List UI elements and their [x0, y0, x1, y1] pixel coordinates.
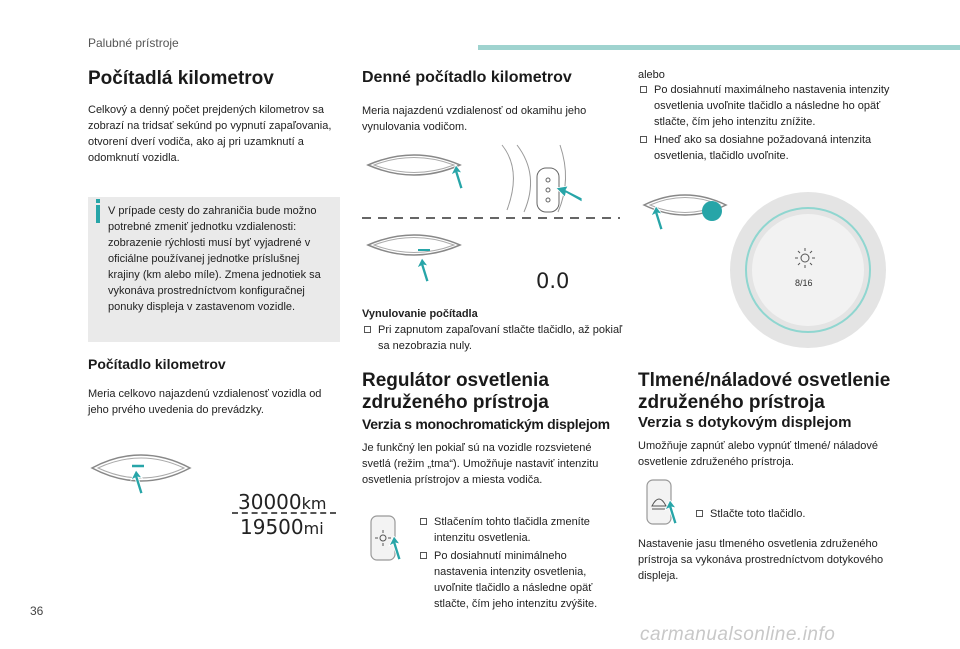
odometer-text: Meria celkovo najazdenú vzdialenosť vozidla od jeho prvého uvedenia do prevádzky. — [88, 388, 322, 416]
reset-bullet: Pri zapnutom zapaľovaní stlačte tlačidlo, až pokiaľ sa nezobrazia nuly. — [362, 322, 634, 354]
info-note-text: V prípade cesty do zahraničia bude možno potrebné zmeniť jednotku vzdialenosti: zobrazenie rýchlosti musí byť vyjadrené v oficiálne používanej jednotke príslušnej krajiny (km alebo míle). Zmena jednotiek sa vykonáva prostredníctvom konfiguračnej ponuky displeja v zastavenom vozidle. — [108, 205, 321, 313]
trip-meter-title: Denné počítadlo kilometrov — [362, 69, 572, 86]
alebo-text: alebo — [638, 69, 665, 81]
touch-text: Umožňuje zapnúť alebo vypnúť tlmené/ náladové osvetlenie združeného prístroja. — [638, 440, 879, 468]
info-icon — [96, 205, 100, 223]
section-header: Palubné prístroje — [88, 36, 179, 50]
touch-bullet: Stlačte toto tlačidlo. — [694, 506, 890, 522]
mono-bullet-2: Po dosiahnutí minimálneho nastavenia intenzity osvetlenia, uvoľnite tlačidlo a následne opäť stlačte, čím jeho intenzitu zvýšite. — [418, 548, 618, 612]
arrow-icon — [662, 500, 682, 526]
reset-title: Vynulovanie počítadla — [362, 308, 478, 320]
brightness-dial-illustration — [728, 190, 888, 350]
arrow-icon — [414, 258, 434, 284]
odometers-title: Počítadlá kilometrov — [88, 68, 274, 89]
col3-bullet-2: Hneď ako sa dosiahne požadovaná intenzita osvetlenia, tlačidlo uvoľnite. — [638, 132, 900, 164]
arrow-icon — [648, 206, 668, 232]
dial-label: 8/16 — [795, 278, 813, 288]
dimmed-lighting-title: Tlmené/náladové osvetlenie združeného prístroja — [638, 370, 891, 413]
info-icon-dot — [96, 199, 100, 203]
watermark: carmanualsonline.info — [640, 624, 836, 645]
arrow-icon — [556, 184, 584, 206]
mono-subtitle: Verzia s monochromatickým displejom — [362, 416, 610, 432]
arrow-icon — [128, 470, 148, 496]
mono-bullets — [418, 514, 618, 612]
arrow-icon — [386, 536, 406, 562]
odometer-subtitle: Počítadlo kilometrov — [88, 356, 226, 372]
col3-bullets — [638, 82, 900, 164]
touch-subtitle: Verzia s dotykovým displejom — [638, 414, 852, 431]
regulator-title: Regulátor osvetlenia združeného prístroja — [362, 370, 549, 413]
trip-meter-intro: Meria najazdenú vzdialenosť od okamihu jeho vynulovania vodičom. — [362, 105, 587, 133]
trip-readout: 0.0 — [536, 269, 570, 293]
header-bar — [478, 45, 960, 50]
mi-readout: 19500mi — [240, 515, 324, 539]
page-number: 36 — [30, 604, 44, 618]
mono-bullet-1: Stlačením tohto tlačidla zmeníte intenzitu osvetlenia. — [418, 514, 618, 546]
odometers-intro: Celkový a denný počet prejdených kilometrov sa zobrazí na tridsať sekúnd po vypnutí zapaľovania, otvorení dverí vodiča, ako aj pri uzamknutí a odomknutí vozidla. — [88, 104, 332, 164]
arrow-icon — [448, 165, 468, 191]
trip-reset-illustration — [362, 140, 622, 300]
touch-text-2: Nastavenie jasu tlmeného osvetlenia združeného prístroja sa vykonáva prostredníctvom dotykového displeja. — [638, 538, 884, 582]
mono-text: Je funkčný len pokiaľ sú na vozidle rozsvietené svetlá (režim „tma“). Umožňuje nastaviť intenzitu osvetlenia prístrojov a miesta vodiča. — [362, 442, 599, 486]
col3-bullet-1: Po dosiahnutí maximálneho nastavenia intenzity osvetlenia uvoľnite tlačidlo a následne ho opäť stlačte, čím jeho intenzitu znížite. — [638, 82, 900, 130]
km-readout: 30000km — [238, 490, 327, 514]
odometer-divider — [232, 512, 336, 514]
